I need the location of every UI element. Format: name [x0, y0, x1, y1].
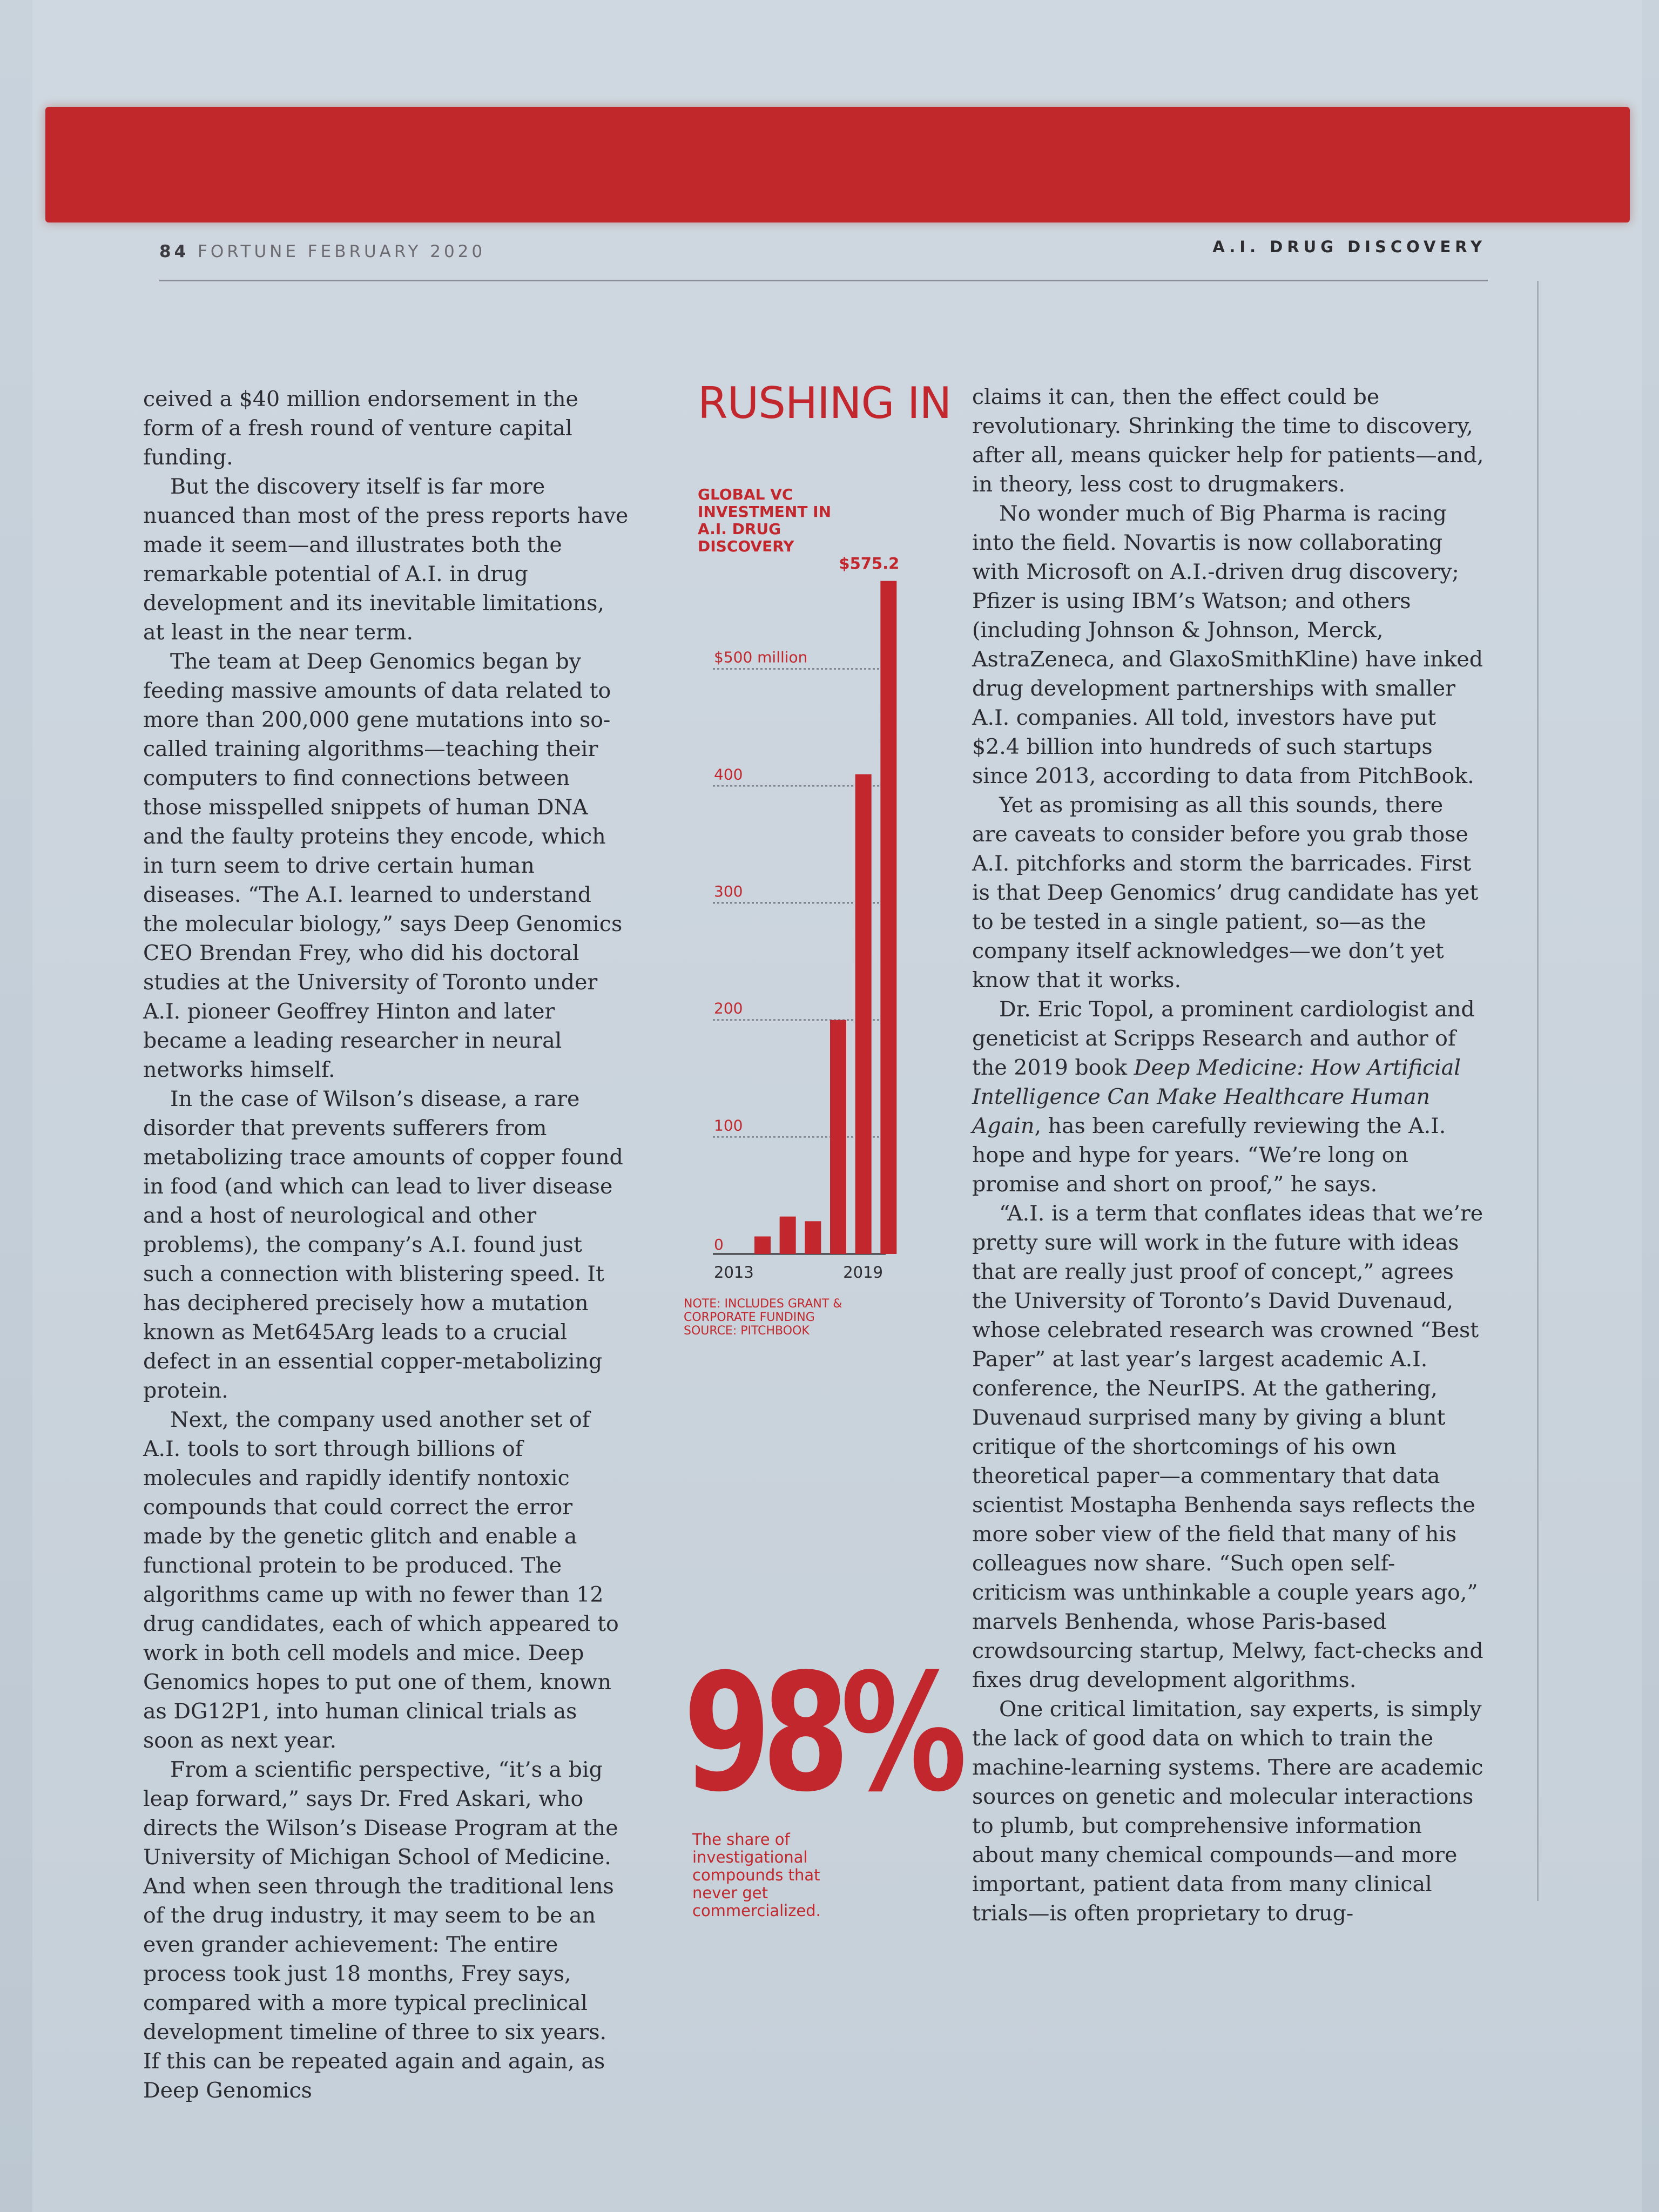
paragraph: Yet as promising as all this sounds, there are caveats to consider before you grab those A.I. pitchforks and storm the barricades. First is that Deep Genomics’ drug candidate has yet to be tested in a single patient, so—as the company itself acknowledges—we don’t yet know that it works.: [972, 793, 1479, 993]
y-tick-label: 0: [714, 1236, 724, 1253]
bar-2017: [830, 1020, 846, 1254]
chart-source: SOURCE: PITCHBOOK: [684, 1324, 810, 1338]
stat-value: 98%: [683, 1639, 958, 1827]
bar-2016: [805, 1221, 821, 1254]
page-number: 84: [159, 242, 190, 261]
chart-title: RUSHING IN: [698, 378, 952, 428]
paragraph: claims it can, then the effect could be revolutionary. Shrinking the time to discovery, after all, means quicker help for patients—and, in theory, less cost to drugmakers.: [972, 385, 1484, 497]
y-tick-label: 200: [714, 999, 743, 1017]
paragraph: One critical limitation, say experts, is simply the lack of good data on which to train the machine-learning systems. There are academic sources on genetic and molecular interactions to plumb, but comprehensive information about many chemical compounds—and more important, patient data from many clinical trials—is often proprietary to drug-: [972, 1697, 1483, 1926]
paragraph: Next, the company used another set of A.I. tools to sort through billions of molecules and rapidly identify nontoxic compounds that could correct the error made by the genetic glitch and enable a functional protein to be produced. The algorithms came up with no fewer than 12 drug candidates, each of which appeared to work in both cell models and mice. Deep Genomics hopes to put one of them, known as DG12P1, into human clinical trials as soon as next year.: [143, 1407, 619, 1753]
column-divider: [1537, 281, 1539, 1901]
publication-name: FORTUNE FEBRUARY 2020: [198, 242, 486, 261]
y-tick-label: 400: [714, 765, 743, 784]
paragraph: [972, 995, 1485, 1199]
paragraph: ceived a $40 million endorsement in the form of a fresh round of venture capital funding.: [143, 387, 578, 470]
stat-caption: The share of investigational compounds that never get commercialized.: [692, 1830, 821, 1920]
y-tick-label: 300: [714, 882, 743, 900]
x-tick-label: 2019: [843, 1263, 883, 1282]
bar-2018: [855, 774, 872, 1254]
text-run: Dr. Eric Topol, a prominent cardiologist and geneticist at Scripps Research and author of the 2019 book: [972, 997, 1475, 1080]
bar-chart: [686, 502, 913, 1285]
bar-2019: [880, 581, 896, 1254]
value-label: $575.2: [839, 554, 900, 573]
chart-note: [684, 1297, 900, 1338]
y-tick-label: 100: [714, 1116, 743, 1135]
paragraph: No wonder much of Big Pharma is racing into the field. Novartis is now collaborating with Microsoft on A.I.-driven drug discovery; Pfizer is using IBM’s Watson; and others (including Johnson & Johnson, Merck, AstraZeneca, and GlaxoSmithKline) have inked drug development partnerships with smaller A.I. companies. All told, investors have put $2.4 billion into hundreds of such startups since 2013, according to data from PitchBook.: [972, 501, 1483, 788]
x-tick-label: 2013: [714, 1263, 754, 1282]
text-run: , has been carefully reviewing the A.I. hope and hype for years. “We’re long on promise and short on proof,” he says.: [972, 1114, 1446, 1197]
paragraph: In the case of Wilson’s disease, a rare disorder that prevents sufferers from metabolizing trace amounts of copper found in food (and which can lead to liver disease and a host of neurological and other problems), the company’s A.I. found just such a connection with blistering speed. It has deciphered precisely how a mutation known as Met645Arg leads to a crucial defect in an essential copper-metabolizing protein.: [143, 1087, 623, 1403]
article-column-right: [972, 382, 1485, 1928]
paragraph: “A.I. is a term that conflates ideas that we’re pretty sure will work in the future with ideas that are really just proof of concept,” agrees the University of Toronto’s David Duvenaud, whose celebrated research was crowned “Best Paper” at last year’s largest academic A.I. conference, the NeurIPS. At the gathering, Duvenaud surprised many by giving a blunt critique of the shortcomings of his own theoretical paper—a commentary that data scientist Mostapha Benhenda says reflects the more sober view of the field that many of his colleagues now share. “Such open self-criticism was unthinkable a couple years ago,” marvels Benhenda, whose Paris-based crowdsourcing startup, Melwy, fact-checks and fixes drug development algorithms.: [972, 1201, 1483, 1692]
paragraph: But the discovery itself is far more nuanced than most of the press reports have made it seem—and illustrates both the remarkable potential of A.I. in drug development and its inevitable limitations, at least in the near term.: [143, 474, 629, 645]
bar-2015: [780, 1217, 796, 1254]
article-column-left: [143, 385, 629, 2105]
paragraph: From a scientific perspective, “it’s a big leap forward,” says Dr. Fred Askari, who directs the Wilson’s Disease Program at the University of Michigan School of Medicine. And when seen through the traditional lens of the drug industry, it may seem to be an even grander achievement: The entire process took just 18 months, Frey says, compared with a more typical preclinical development timeline of three to six years. If this can be repeated again and again, as Deep Genomics: [143, 1757, 618, 2103]
folio: [159, 242, 485, 261]
header-divider: [159, 280, 1488, 281]
book-title: Deep Medicine: How Artificial Intelligence Can Make Healthcare Human Again: [972, 1055, 1461, 1138]
section-title: A.I. DRUG DISCOVERY: [1212, 238, 1486, 256]
chart-note-text: NOTE: INCLUDES GRANT & CORPORATE FUNDING: [684, 1297, 842, 1324]
header-red-band: [45, 107, 1630, 222]
bar-2014: [754, 1237, 771, 1255]
paragraph: The team at Deep Genomics began by feeding massive amounts of data related to more than 200,000 gene mutations into so-called training algorithms—teaching their computers to find connections between those misspelled snippets of human DNA and the faulty proteins they encode, which in turn seem to drive certain human diseases. “The A.I. learned to understand the molecular biology,” says Deep Genomics CEO Brendan Frey, who did his doctoral studies at the University of Toronto under A.I. pioneer Geoffrey Hinton and later became a leading researcher in neural networks himself.: [143, 649, 623, 1082]
y-tick-label: $500 million: [714, 648, 808, 666]
chart-subtitle: GLOBAL VC INVESTMENT IN A.I. DRUG DISCOVERY: [698, 485, 832, 555]
